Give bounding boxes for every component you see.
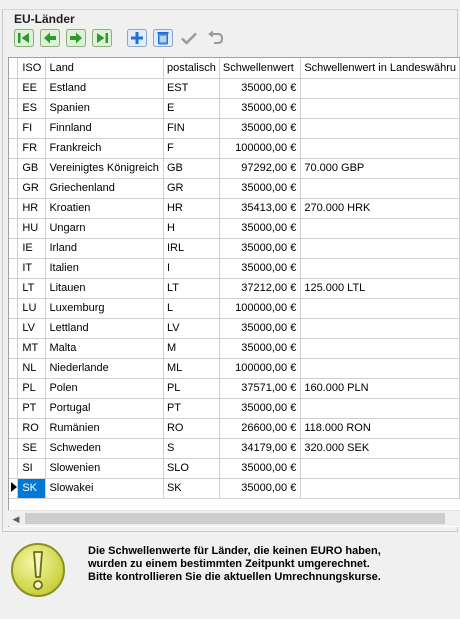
- delete-record-icon: [153, 29, 173, 47]
- cell-postal[interactable]: ML: [163, 358, 219, 378]
- cell-postal[interactable]: FIN: [163, 118, 219, 138]
- table-row[interactable]: [9, 398, 460, 418]
- header-row: [9, 58, 460, 78]
- confirm-icon: [179, 29, 199, 47]
- cell-postal[interactable]: S: [163, 438, 219, 458]
- cell-threshold-local[interactable]: [301, 338, 460, 358]
- scroll-left-button[interactable]: [8, 511, 24, 527]
- table-row[interactable]: [9, 78, 460, 98]
- last-record-icon: [92, 29, 112, 47]
- cell-iso[interactable]: LT: [18, 278, 46, 298]
- current-row-arrow-icon: [11, 482, 17, 492]
- cell-threshold[interactable]: 100000,00 €: [219, 138, 300, 158]
- cell-land[interactable]: Ungarn: [46, 218, 164, 238]
- info-message: [88, 545, 381, 584]
- cell-threshold-local[interactable]: 70.000 GBP: [301, 158, 460, 178]
- last-record-button[interactable]: [90, 27, 113, 49]
- cell-iso[interactable]: MT: [18, 338, 46, 358]
- cell-threshold[interactable]: 35000,00 €: [219, 398, 300, 418]
- cell-threshold-local[interactable]: [301, 358, 460, 378]
- row-indicator[interactable]: [9, 358, 18, 378]
- first-record-button[interactable]: [12, 27, 35, 49]
- cell-threshold-local[interactable]: [301, 78, 460, 98]
- cell-threshold[interactable]: 100000,00 €: [219, 298, 300, 318]
- cell-land[interactable]: Griechenland: [46, 178, 164, 198]
- countries-table: [9, 58, 460, 499]
- cell-iso[interactable]: RO: [18, 418, 46, 438]
- cell-threshold-local[interactable]: [301, 298, 460, 318]
- cell-iso[interactable]: GB: [18, 158, 46, 178]
- add-record-button[interactable]: [125, 27, 148, 49]
- cell-postal[interactable]: LT: [163, 278, 219, 298]
- cell-threshold-local[interactable]: 270.000 HRK: [301, 198, 460, 218]
- cell-postal[interactable]: GB: [163, 158, 219, 178]
- row-indicator[interactable]: [9, 98, 18, 118]
- confirm-button[interactable]: [177, 27, 200, 49]
- cell-threshold[interactable]: 35000,00 €: [219, 238, 300, 258]
- cell-land[interactable]: Portugal: [46, 398, 164, 418]
- table-row[interactable]: [9, 98, 460, 118]
- next-record-button[interactable]: [64, 27, 87, 49]
- cell-postal[interactable]: LV: [163, 318, 219, 338]
- add-record-icon: [127, 29, 147, 47]
- row-indicator-header: [9, 58, 18, 78]
- table-row[interactable]: [9, 318, 460, 338]
- cell-land[interactable]: Spanien: [46, 98, 164, 118]
- cell-threshold-local[interactable]: [301, 138, 460, 158]
- table-row[interactable]: [9, 378, 460, 398]
- row-indicator[interactable]: [9, 258, 18, 278]
- cell-threshold[interactable]: 35000,00 €: [219, 458, 300, 478]
- info-line: Die Schwellenwerte für Länder, die keinen EURO haben,: [88, 545, 381, 557]
- row-indicator[interactable]: [9, 298, 18, 318]
- table-row[interactable]: [9, 358, 460, 378]
- previous-record-button[interactable]: [38, 27, 61, 49]
- row-indicator[interactable]: [9, 198, 18, 218]
- cell-iso[interactable]: SK: [18, 478, 46, 498]
- cell-threshold-local[interactable]: [301, 458, 460, 478]
- cell-land[interactable]: Niederlande: [46, 358, 164, 378]
- cell-threshold[interactable]: 35000,00 €: [219, 218, 300, 238]
- row-indicator[interactable]: [9, 218, 18, 238]
- cell-land[interactable]: Litauen: [46, 278, 164, 298]
- row-indicator[interactable]: [9, 78, 18, 98]
- cell-threshold[interactable]: 35413,00 €: [219, 198, 300, 218]
- cell-postal[interactable]: M: [163, 338, 219, 358]
- cell-threshold-local[interactable]: [301, 178, 460, 198]
- navigation-toolbar: [12, 27, 226, 49]
- cell-land[interactable]: Lettland: [46, 318, 164, 338]
- cell-postal[interactable]: L: [163, 298, 219, 318]
- column-header-iso[interactable]: ISO: [18, 58, 46, 78]
- cell-iso[interactable]: NL: [18, 358, 46, 378]
- cell-threshold[interactable]: 35000,00 €: [219, 338, 300, 358]
- cell-iso[interactable]: LU: [18, 298, 46, 318]
- table-row[interactable]: [9, 458, 460, 478]
- cell-land[interactable]: Slowenien: [46, 458, 164, 478]
- row-indicator[interactable]: [9, 418, 18, 438]
- cell-threshold[interactable]: 34179,00 €: [219, 438, 300, 458]
- cell-threshold-local[interactable]: 320.000 SEK: [301, 438, 460, 458]
- cell-postal[interactable]: GR: [163, 178, 219, 198]
- cell-iso[interactable]: SI: [18, 458, 46, 478]
- cell-postal[interactable]: EST: [163, 78, 219, 98]
- cell-postal[interactable]: E: [163, 98, 219, 118]
- next-record-icon: [66, 29, 86, 47]
- row-indicator[interactable]: [9, 158, 18, 178]
- row-indicator[interactable]: [9, 378, 18, 398]
- cell-land[interactable]: Schweden: [46, 438, 164, 458]
- cell-postal[interactable]: H: [163, 218, 219, 238]
- table-row[interactable]: [9, 178, 460, 198]
- cell-land[interactable]: Rumänien: [46, 418, 164, 438]
- row-indicator[interactable]: [9, 238, 18, 258]
- cell-threshold-local[interactable]: [301, 318, 460, 338]
- column-header-threshold[interactable]: Schwellenwert: [219, 58, 300, 78]
- cell-land[interactable]: Estland: [46, 78, 164, 98]
- cell-postal[interactable]: RO: [163, 418, 219, 438]
- chevron-left-icon: ◀: [12, 513, 20, 524]
- row-indicator[interactable]: [9, 398, 18, 418]
- cell-postal[interactable]: I: [163, 258, 219, 278]
- cell-threshold[interactable]: 26600,00 €: [219, 418, 300, 438]
- undo-icon: [205, 29, 225, 47]
- cell-iso[interactable]: HU: [18, 218, 46, 238]
- cell-threshold[interactable]: 35000,00 €: [219, 478, 300, 498]
- table-row[interactable]: [9, 238, 460, 258]
- cell-postal[interactable]: IRL: [163, 238, 219, 258]
- cell-threshold-local[interactable]: [301, 258, 460, 278]
- table-row[interactable]: [9, 198, 460, 218]
- cell-land[interactable]: Luxemburg: [46, 298, 164, 318]
- column-header-threshold-local[interactable]: Schwellenwert in Landeswähru: [301, 58, 460, 78]
- cell-threshold-local[interactable]: [301, 98, 460, 118]
- cell-iso[interactable]: EE: [18, 78, 46, 98]
- table-row[interactable]: [9, 418, 460, 438]
- horizontal-scrollbar[interactable]: [8, 510, 460, 526]
- row-indicator[interactable]: [9, 178, 18, 198]
- cell-iso[interactable]: FI: [18, 118, 46, 138]
- table-row[interactable]: [9, 438, 460, 458]
- cell-threshold[interactable]: 35000,00 €: [219, 318, 300, 338]
- cell-threshold-local[interactable]: 125.000 LTL: [301, 278, 460, 298]
- table-row[interactable]: [9, 138, 460, 158]
- cell-iso[interactable]: FR: [18, 138, 46, 158]
- cell-threshold-local[interactable]: [301, 478, 460, 498]
- table-row[interactable]: [9, 278, 460, 298]
- info-panel: [2, 535, 458, 617]
- row-indicator[interactable]: [9, 438, 18, 458]
- cell-land[interactable]: Finnland: [46, 118, 164, 138]
- table-row[interactable]: [9, 118, 460, 138]
- first-record-icon: [14, 29, 34, 47]
- cell-threshold[interactable]: 35000,00 €: [219, 118, 300, 138]
- table-row[interactable]: [9, 258, 460, 278]
- cell-threshold-local[interactable]: [301, 238, 460, 258]
- cell-postal[interactable]: PL: [163, 378, 219, 398]
- cell-threshold[interactable]: 97292,00 €: [219, 158, 300, 178]
- cell-postal[interactable]: SK: [163, 478, 219, 498]
- cell-iso[interactable]: HR: [18, 198, 46, 218]
- row-indicator[interactable]: [9, 338, 18, 358]
- cell-threshold-local[interactable]: 118.000 RON: [301, 418, 460, 438]
- cell-threshold-local[interactable]: [301, 218, 460, 238]
- cell-land[interactable]: Malta: [46, 338, 164, 358]
- cell-iso[interactable]: GR: [18, 178, 46, 198]
- cell-land[interactable]: Vereinigtes Königreich: [46, 158, 164, 178]
- table-row[interactable]: [9, 158, 460, 178]
- cell-land[interactable]: Slowakei: [46, 478, 164, 498]
- row-indicator[interactable]: [9, 458, 18, 478]
- table-row[interactable]: [9, 478, 460, 498]
- cell-postal[interactable]: HR: [163, 198, 219, 218]
- cell-land[interactable]: Kroatien: [46, 198, 164, 218]
- cell-iso[interactable]: PL: [18, 378, 46, 398]
- warning-exclamation-icon: [9, 541, 67, 599]
- row-indicator[interactable]: [9, 318, 18, 338]
- table-row[interactable]: [9, 338, 460, 358]
- row-indicator[interactable]: [9, 118, 18, 138]
- cell-threshold[interactable]: 37212,00 €: [219, 278, 300, 298]
- column-header-postal[interactable]: postalisch: [163, 58, 219, 78]
- cell-land[interactable]: Polen: [46, 378, 164, 398]
- cell-iso[interactable]: SE: [18, 438, 46, 458]
- cell-threshold[interactable]: 35000,00 €: [219, 258, 300, 278]
- cell-iso[interactable]: PT: [18, 398, 46, 418]
- cell-land[interactable]: Irland: [46, 238, 164, 258]
- cell-threshold-local[interactable]: [301, 118, 460, 138]
- cell-postal[interactable]: F: [163, 138, 219, 158]
- row-indicator[interactable]: [9, 478, 18, 498]
- table-row[interactable]: [9, 218, 460, 238]
- info-line: Bitte kontrollieren Sie die aktuellen Umrechnungskurse.: [88, 571, 381, 583]
- cell-iso[interactable]: ES: [18, 98, 46, 118]
- cell-land[interactable]: Italien: [46, 258, 164, 278]
- cell-threshold[interactable]: 35000,00 €: [219, 98, 300, 118]
- cell-iso[interactable]: IE: [18, 238, 46, 258]
- info-line: wurden zu einem bestimmten Zeitpunkt umgerechnet.: [88, 558, 370, 570]
- undo-button[interactable]: [203, 27, 226, 49]
- cell-threshold-local[interactable]: [301, 398, 460, 418]
- scrollbar-thumb[interactable]: [25, 513, 445, 524]
- cell-threshold[interactable]: 37571,00 €: [219, 378, 300, 398]
- cell-postal[interactable]: SLO: [163, 458, 219, 478]
- countries-grid[interactable]: [8, 57, 460, 527]
- cell-iso[interactable]: IT: [18, 258, 46, 278]
- cell-threshold[interactable]: 100000,00 €: [219, 358, 300, 378]
- cell-postal[interactable]: PT: [163, 398, 219, 418]
- cell-land[interactable]: Frankreich: [46, 138, 164, 158]
- row-indicator[interactable]: [9, 278, 18, 298]
- table-row[interactable]: [9, 298, 460, 318]
- column-header-land[interactable]: Land: [46, 58, 164, 78]
- cell-threshold[interactable]: 35000,00 €: [219, 78, 300, 98]
- row-indicator[interactable]: [9, 138, 18, 158]
- delete-record-button[interactable]: [151, 27, 174, 49]
- previous-record-icon: [40, 29, 60, 47]
- cell-iso[interactable]: LV: [18, 318, 46, 338]
- group-title: EU-Länder: [11, 12, 78, 26]
- cell-threshold-local[interactable]: 160.000 PLN: [301, 378, 460, 398]
- cell-threshold[interactable]: 35000,00 €: [219, 178, 300, 198]
